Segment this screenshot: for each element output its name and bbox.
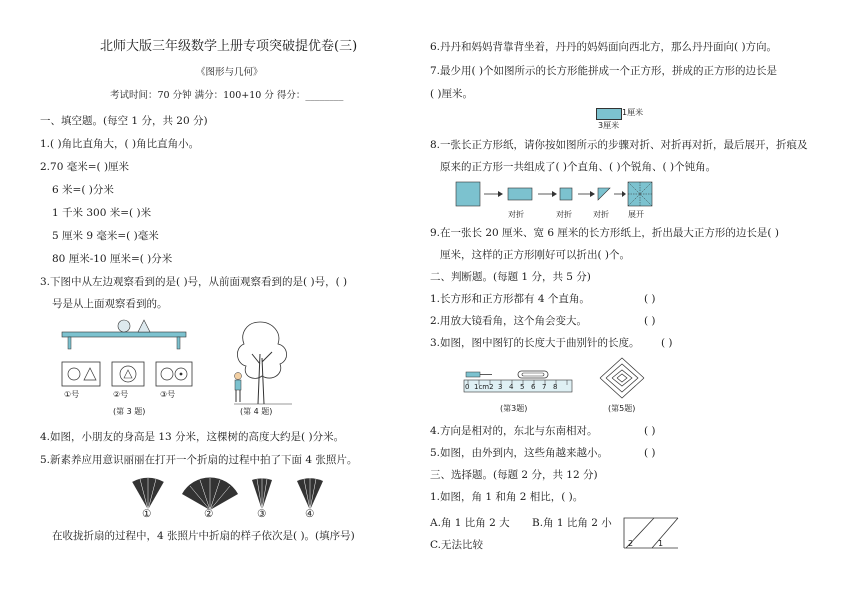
question-3-line-2: 号是从上面观察看到的。 [52, 298, 168, 310]
figure-q3 [54, 318, 194, 418]
ruler-tick-0: 0 [465, 383, 470, 391]
question-9-line-2: 厘米，这样的正方形刚好可以折出( )个。 [440, 249, 631, 261]
judge-2-paren: ( ) [644, 315, 656, 327]
judge-5-paren: ( ) [644, 447, 656, 459]
question-2-line-4: 5 厘米 9 毫米=( )毫米 [52, 230, 159, 242]
ruler-tick-8: 8 [553, 383, 558, 391]
angle-label-2: 2 [628, 539, 634, 548]
fig5r-caption: (第5题) [608, 404, 636, 413]
choice-1-option-b: B.角 1 比角 2 小 [532, 517, 612, 529]
ruler-tick-3: 3 [498, 383, 503, 391]
fan-label-4: ④ [305, 508, 315, 520]
judge-5: 5.如图，由外到内，这些角越来越小。 [430, 447, 609, 459]
fold-label-4: 展开 [628, 210, 644, 219]
figure-q4-tree [226, 318, 296, 406]
page-title: 北师大版三年级数学上册专项突破提优卷(三) [100, 39, 358, 54]
fig3-label-3: ③号 [160, 390, 176, 399]
fold-label-3: 对折 [593, 210, 609, 219]
question-7-line-2: ( )厘米。 [430, 88, 474, 100]
fig3-label-1: ①号 [64, 390, 80, 399]
choice-1-option-a: A.角 1 比角 2 大 [430, 517, 510, 529]
ruler-tick-1: 1cm2 [474, 383, 494, 391]
choice-1: 1.如图，角 1 和角 2 相比，( )。 [430, 491, 584, 503]
angle-label-1: 1 [658, 539, 664, 548]
page-subtitle: 《图形与几何》 [196, 67, 263, 78]
judge-3-paren: ( ) [661, 337, 673, 349]
fig3-caption: (第 3 题) [113, 407, 146, 416]
fan-label-3: ③ [257, 508, 267, 520]
section2-heading: 二、判断题。(每题 1 分，共 5 分) [430, 271, 591, 283]
rect-length-label: 3厘米 [598, 121, 620, 130]
question-7-line-1: 7.最少用( )个如图所示的长方形能拼成一个正方形，拼成的正方形的边长是 [430, 65, 778, 77]
judge-1-paren: ( ) [644, 293, 656, 305]
question-1: 1.( )角比直角大，( )角比直角小。 [40, 138, 200, 150]
figure-q8-folding [454, 180, 654, 208]
question-5-answer: 在收拢折扇的过程中，4 张照片中折扇的样子依次是( )。(填序号) [52, 530, 355, 542]
judge-4: 4.方向是相对的，东北与东南相对。 [430, 425, 598, 437]
choice-1-option-c: C.无法比较 [430, 539, 483, 551]
question-8-line-2: 原来的正方形一共组成了( )个直角、( )个锐角、( )个钝角。 [440, 161, 717, 173]
section3-heading: 三、选择题。(每题 2 分，共 12 分) [430, 469, 598, 481]
question-8-line-1: 8.一张长正方形纸，请你按如图所示的步骤对折、对折再对折，最后展开，折痕及 [430, 139, 808, 151]
question-6: 6.丹丹和妈妈背靠背坐着，丹丹的妈妈面向西北方，那么丹丹面向( )方向。 [430, 41, 778, 53]
figure-q5-fans [126, 474, 332, 520]
fold-label-2: 对折 [556, 210, 572, 219]
ruler-tick-6: 6 [531, 383, 536, 391]
question-2-line-1: 2.70 毫米=( )厘米 [40, 161, 130, 173]
rect-width-label: 1厘米 [622, 108, 644, 117]
ruler-tick-7: 7 [542, 383, 547, 391]
judge-2: 2.用放大镜看角，这个角会变大。 [430, 315, 588, 327]
judge-1: 1.长方形和正方形都有 4 个直角。 [430, 293, 590, 305]
question-4: 4.如图，小朋友的身高是 13 分米，这棵树的高度大约是( )分米。 [40, 431, 345, 443]
fig4-caption: (第 4 题) [240, 407, 273, 416]
question-2-line-5: 80 厘米-10 厘米=( )分米 [52, 253, 173, 265]
question-3-line-1: 3.下图中从左边观察看到的是( )号，从前面观察看到的是( )号，( ) [40, 276, 348, 288]
question-2-line-2: 6 米=( )分米 [52, 184, 114, 196]
fan-label-1: ① [142, 508, 152, 520]
question-5: 5.新素养应用意识丽丽在打开一个折扇的过程中拍了下面 4 张照片。 [40, 454, 358, 466]
figure-judge5-angles [596, 356, 648, 400]
fold-label-1: 对折 [508, 210, 524, 219]
judge-4-paren: ( ) [644, 425, 656, 437]
question-9-line-1: 9.在一张长 20 厘米、宽 6 厘米的长方形纸上，折出最大正方形的边长是( ) [430, 227, 779, 239]
section1-heading: 一、填空题。(每空 1 分，共 20 分) [40, 115, 208, 127]
judge-3: 3.如图，图中图钉的长度大于曲别针的长度。 [430, 337, 640, 349]
fig3r-caption: (第3题) [500, 404, 528, 413]
exam-info: 考试时间：70 分钟 满分：100+10 分 得分：________ [110, 90, 344, 101]
fan-label-2: ② [204, 508, 214, 520]
fig3-label-2: ②号 [113, 390, 129, 399]
ruler-tick-5: 5 [520, 383, 525, 391]
ruler-tick-4: 4 [509, 383, 514, 391]
question-2-line-3: 1 千米 300 米=( )米 [52, 207, 152, 219]
